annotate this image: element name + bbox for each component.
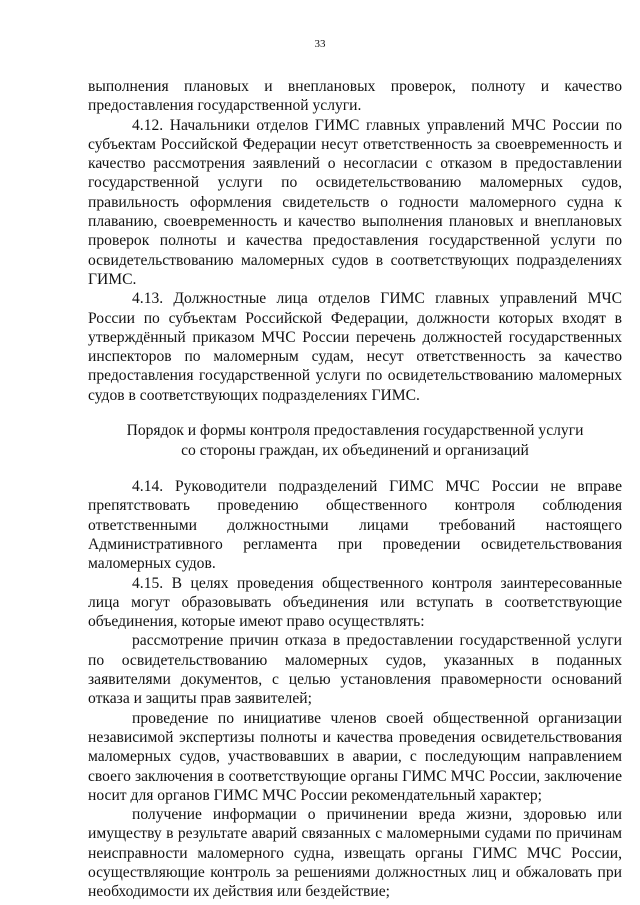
section-heading-line-2: со стороны граждан, их объединений и организаций [181, 442, 529, 460]
list-item-2: проведение по инициативе членов своей общественной организации независимой экспертизы полноты и качества проведения освидетельствования маломерных судов, участвовавших в аварии, с последующим направлением своего заключения в соответствующие органы ГИМС МЧС России, заключение носит для органов ГИМС МЧС России рекомендательный характер; [88, 709, 622, 804]
list-item-3: получение информации о причинении вреда жизни, здоровью или имуществу в результате аварий связанных с маломерными судами по причинам неисправности маломерного судна, извещать органы ГИМС МЧС России, осуществляющие контроль за решениями должностных лиц и обжаловать при необходимости их действия или бездействие; [88, 806, 622, 901]
document-body [88, 77, 622, 902]
paragraph-4-15: 4.15. В целях проведения общественного контроля заинтересованные лица могут образовывать объединения или вступать в соответствующие объединения, которые имеют право осуществлять: [88, 574, 622, 631]
section-heading-line-1: Порядок и формы контроля предоставления государственной услуги [126, 422, 584, 440]
section-heading [88, 421, 622, 461]
paragraph-4-12: 4.12. Начальники отделов ГИМС главных управлений МЧС России по субъектам Российской Федерации несут ответственность за своевременность и качество рассмотрения заявлений о несогласии с отказом в предоставлении государственной услуги по освидетельствованию маломерных судов, правильность оформления свидетельств о годности маломерного судна к плаванию, своевременность и качество выполнения плановых и внеплановых проверок полноты и качества предоставления государственной услуги по освидетельствованию маломерных судов в соответствующих подразделениях ГИМС. [88, 116, 622, 288]
paragraph-4-14: 4.14. Руководители подразделений ГИМС МЧС России не вправе препятствовать проведению общественного контроля соблюдения ответственными должностными лицами требований настоящего Административного регламента при проведении освидетельствования маломерных судов. [88, 478, 622, 573]
paragraph-4-13: 4.13. Должностные лица отделов ГИМС главных управлений МЧС России по субъектам Российской Федерации, должности которых входят в утверждённый приказом МЧС России перечень должностей государственных инспекторов по маломерным судам, несут ответственность за качество предоставления государственной услуги по освидетельствованию маломерных судов в соответствующих подразделениях ГИМС. [88, 290, 622, 404]
page-number: 33 [314, 38, 326, 50]
list-item-1: рассмотрение причин отказа в предоставлении государственной услуги по освидетельствованию маломерных судов, указанных в поданных заявителями документов, с целью установления правомерности оснований отказа и защиты прав заявителей; [88, 632, 622, 708]
paragraph-continuation: выполнения плановых и внеплановых проверок, полноту и качество предоставления государственной услуги. [88, 78, 622, 115]
